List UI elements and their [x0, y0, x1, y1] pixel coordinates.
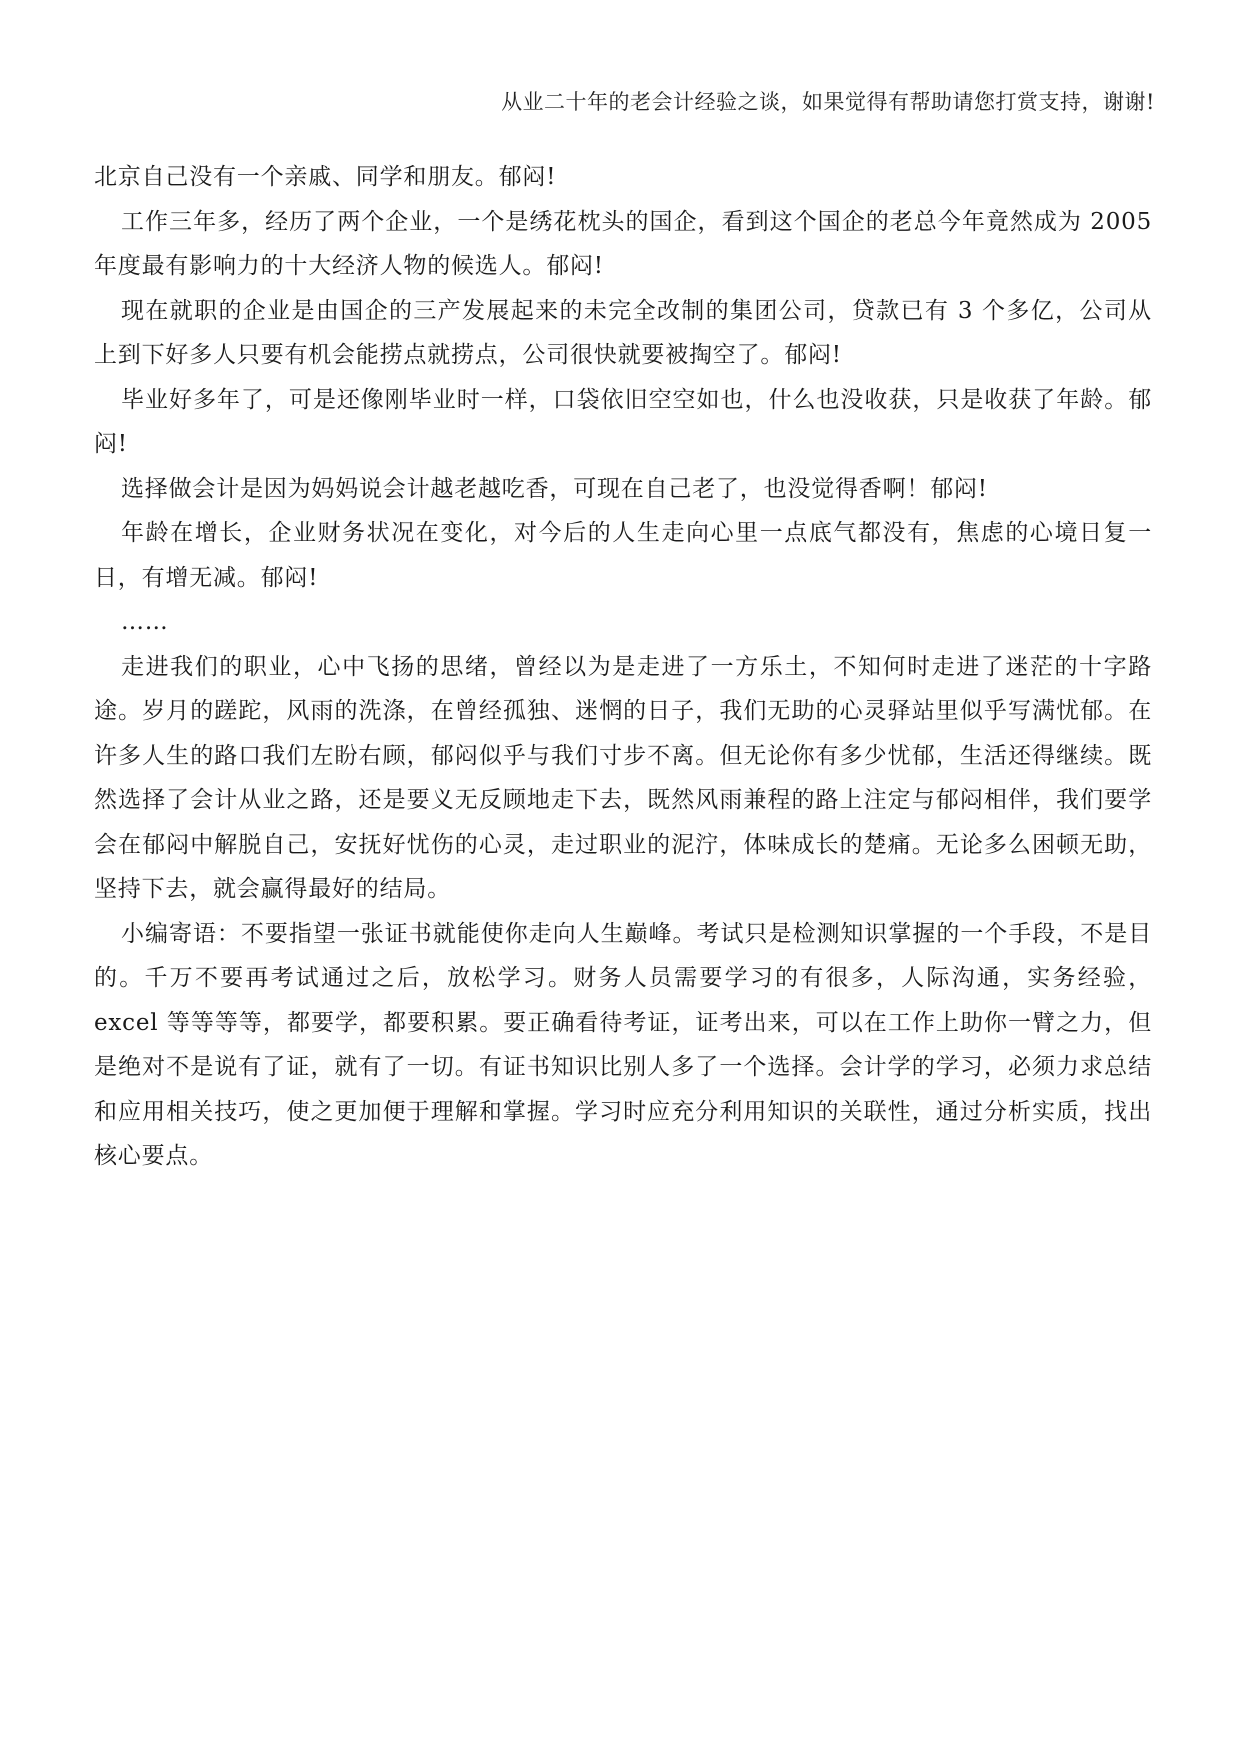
- paragraph-2: 工作三年多，经历了两个企业，一个是绣花枕头的国企，看到这个国企的老总今年竟然成为 2005 年度最有影响力的十大经济人物的候选人。郁闷!: [94, 208, 1152, 279]
- paragraph-3: 现在就职的企业是由国企的三产发展起来的未完全改制的集团公司，贷款已有 3 个多亿，公司从上到下好多人只要有机会能捞点就捞点，公司很快就要被掏空了。郁闷!: [94, 297, 1152, 368]
- paragraph-1: 北京自己没有一个亲戚、同学和朋友。郁闷!: [94, 164, 557, 190]
- paragraph-4: 毕业好多年了，可是还像刚毕业时一样，口袋依旧空空如也，什么也没收获，只是收获了年龄。郁闷!: [94, 386, 1152, 457]
- page-header: 从业二十年的老会计经验之谈，如果觉得有帮助请您打赏支持，谢谢!: [501, 90, 1155, 114]
- paragraph-7: 走进我们的职业，心中飞扬的思绪，曾经以为是走进了一方乐土，不知何时走进了迷茫的十字路途。岁月的蹉跎，风雨的洗涤，在曾经孤独、迷惘的日子，我们无助的心灵驿站里似乎写满忧郁。在许多人生的路口我们左盼右顾，郁闷似乎与我们寸步不离。但无论你有多少忧郁，生活还得继续。既然选择了会计从业之路，还是要义无反顾地走下去，既然风雨兼程的路上注定与郁闷相伴，我们要学会在郁闷中解脱自己，安抚好忧伤的心灵，走过职业的泥泞，体味成长的楚痛。无论多么困顿无助，坚持下去，就会赢得最好的结局。: [94, 653, 1152, 902]
- editor-note-paragraph: 小编寄语：不要指望一张证书就能使你走向人生巅峰。考试只是检测知识掌握的一个手段，不是目的。千万不要再考试通过之后，放松学习。财务人员需要学习的有很多，人际沟通，实务经验，excel 等等等等，都要学，都要积累。要正确看待考证，证考出来，可以在工作上助你一臂之力，但是绝对不是说有了证，就有了一切。有证书知识比别人多了一个选择。会计学的学习，必须力求总结和应用相关技巧，使之更加便于理解和掌握。学习时应充分利用知识的关联性，通过分析实质，找出核心要点。: [94, 920, 1152, 1169]
- paragraph-5: 选择做会计是因为妈妈说会计越老越吃香，可现在自己老了，也没觉得香啊！郁闷!: [121, 475, 988, 502]
- paragraph-6: 年龄在增长，企业财务状况在变化，对今后的人生走向心里一点底气都没有，焦虑的心境日复一日，有增无减。郁闷!: [94, 520, 1152, 591]
- ellipsis-line: ……: [121, 609, 169, 635]
- document-body: [94, 155, 1152, 1179]
